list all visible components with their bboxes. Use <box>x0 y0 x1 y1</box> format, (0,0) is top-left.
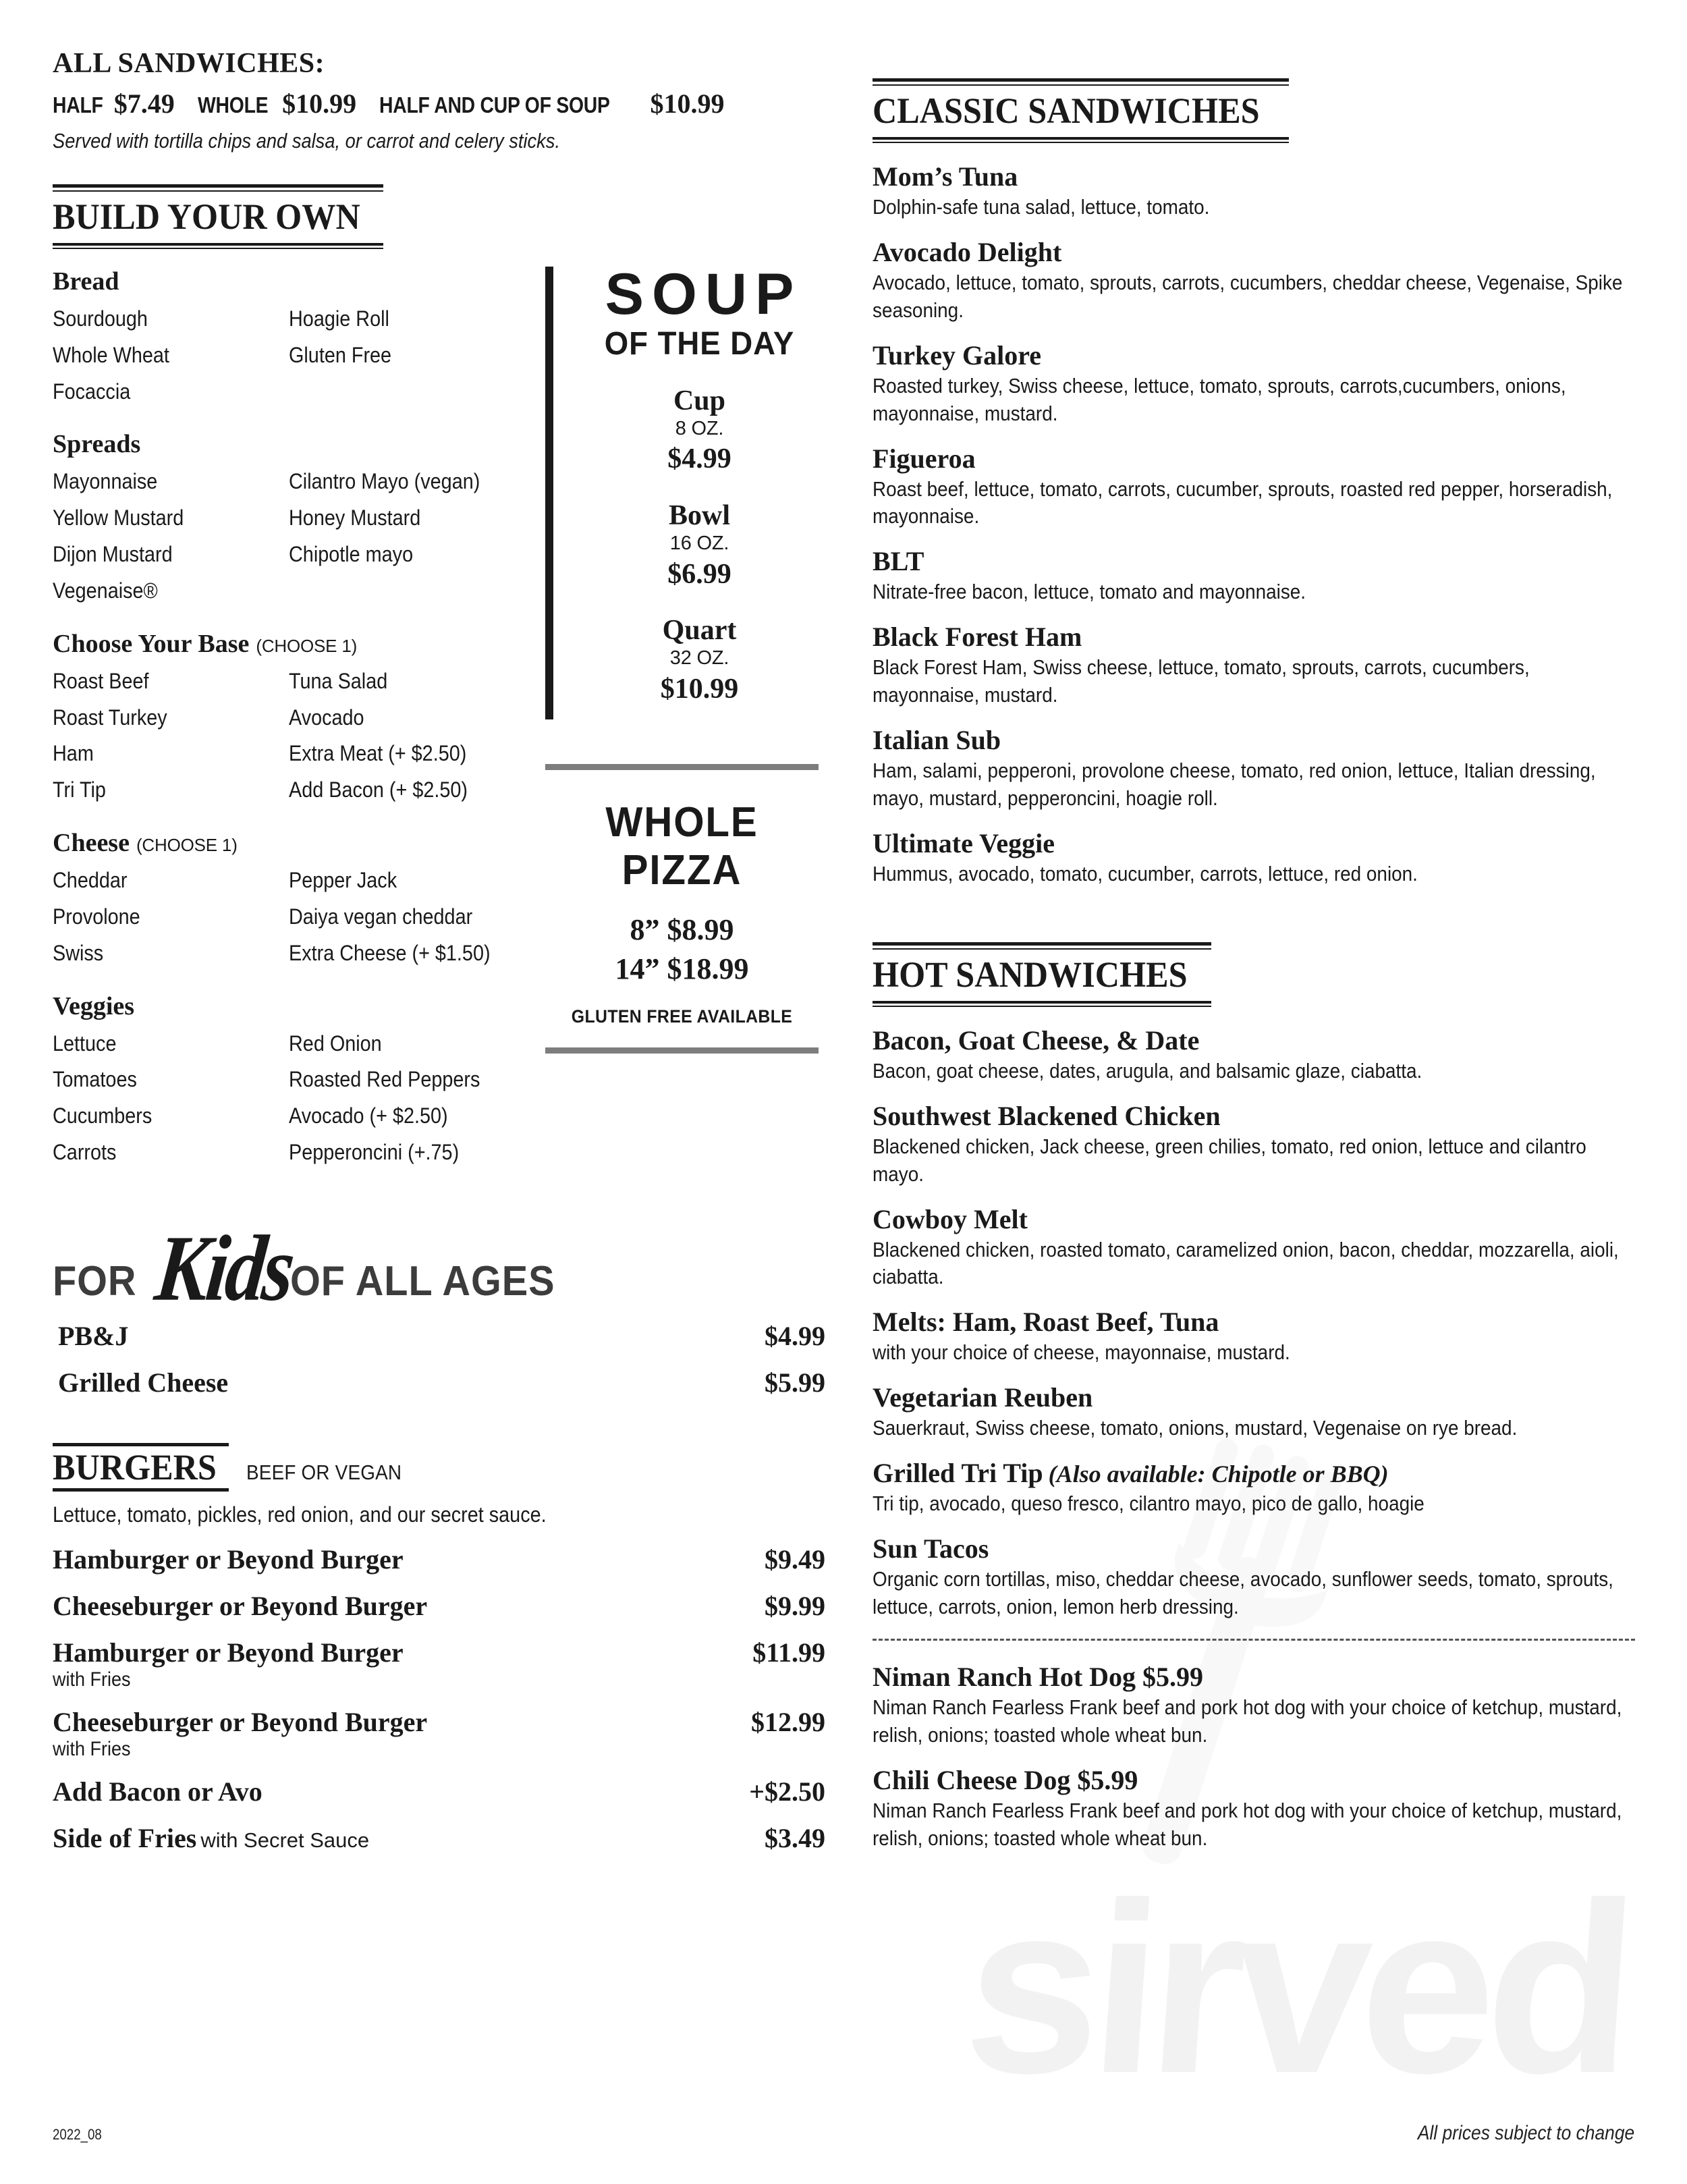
option-group-veggies <box>53 991 525 1170</box>
menu-item-name-note: (Also available: Chipotle or BBQ) <box>1048 1460 1389 1488</box>
menu-item[interactable] <box>873 1203 1635 1292</box>
soup-pizza-column <box>545 262 819 1054</box>
pizza-price-large: 14” $18.99 <box>615 952 749 985</box>
burger-price: $12.99 <box>751 1706 825 1737</box>
menu-item[interactable] <box>873 1533 1635 1621</box>
option-item[interactable]: Focaccia <box>53 379 131 404</box>
whole-pizza-box <box>545 764 819 1054</box>
group-title-veggies: Veggies <box>53 991 135 1020</box>
burgers-tagline: BEEF OR VEGAN <box>246 1460 402 1484</box>
soup-subtitle: OF THE DAY <box>604 325 795 362</box>
menu-item[interactable] <box>873 161 1635 221</box>
menu-item-name: Cowboy Melt <box>873 1203 1028 1234</box>
option-item[interactable]: Whole Wheat <box>53 342 169 367</box>
option-item[interactable]: Cheddar <box>53 868 128 893</box>
page-footer <box>53 2122 1634 2145</box>
whole-price: $10.99 <box>282 88 357 119</box>
soup-size-quart <box>580 615 819 707</box>
menu-item-description: Nitrate-free bacon, lettuce, tomato and mayonnaise. <box>873 580 1306 604</box>
group-title-base: Choose Your Base (CHOOSE 1) <box>53 629 358 658</box>
burgers-description: Lettuce, tomato, pickles, red onion, and our secret sauce. <box>53 1502 547 1527</box>
menu-item-description: Dolphin-safe tuna salad, lettuce, tomato. <box>873 195 1210 219</box>
menu-item[interactable] <box>873 621 1635 709</box>
option-item[interactable]: Red Onion <box>289 1031 382 1056</box>
half-and-soup-price: $10.99 <box>650 88 725 119</box>
option-group-bread <box>53 267 525 409</box>
burger-name-suffix: with Secret Sauce <box>200 1828 370 1852</box>
burger-row[interactable] <box>53 1776 825 1807</box>
soup-size-price: $6.99 <box>667 558 731 590</box>
menu-item-name: Vegetarian Reuben <box>873 1382 1093 1413</box>
burger-name: Hamburger or Beyond Burger <box>53 1544 404 1575</box>
option-item[interactable]: Roasted Red Peppers <box>289 1067 480 1092</box>
sirved-watermark: sirved <box>958 1853 1636 2124</box>
served-with-note: Served with tortilla chips and salsa, or carrot and celery sticks. <box>53 129 561 153</box>
hot-sandwiches-title: HOT SANDWICHES <box>873 954 1188 995</box>
all-sandwiches-title: ALL SANDWICHES: <box>53 48 325 79</box>
option-group-spreads <box>53 429 525 608</box>
option-item[interactable]: Vegenaise® <box>53 578 158 603</box>
group-title-cheese: Cheese (CHOOSE 1) <box>53 829 238 858</box>
option-item[interactable]: Roast Beef <box>53 668 149 693</box>
menu-item[interactable] <box>873 1764 1635 1853</box>
option-item[interactable]: Daiya vegan cheddar <box>289 904 473 929</box>
option-group-cheese <box>53 828 525 971</box>
soup-title: SOUP <box>605 262 802 327</box>
menu-item[interactable] <box>873 545 1635 606</box>
whole-label: WHOLE <box>197 92 269 117</box>
heading-rule-bottom <box>873 1001 1211 1007</box>
option-item[interactable]: Pepperoncini (+.75) <box>289 1140 460 1165</box>
build-your-own-body <box>53 262 825 1191</box>
option-item[interactable]: Avocado <box>289 705 364 730</box>
byo-option-lists <box>53 267 525 1191</box>
option-item[interactable]: Avocado (+ $2.50) <box>289 1103 448 1128</box>
heading-rule-top <box>873 942 1211 950</box>
option-item[interactable]: Tuna Salad <box>289 668 388 693</box>
burger-row[interactable] <box>53 1544 825 1575</box>
menu-item-name: Niman Ranch Hot Dog $5.99 <box>873 1661 1204 1692</box>
burger-price: +$2.50 <box>749 1776 825 1807</box>
soup-size-price: $4.99 <box>667 443 731 475</box>
menu-item-description: Blackened chicken, Jack cheese, green chilies, tomato, red onion, lettuce and cilantro mayo. <box>873 1134 1586 1186</box>
menu-item-name: Black Forest Ham <box>873 622 1082 653</box>
menu-item-name: Ultimate Veggie <box>873 827 1055 858</box>
all-sandwiches-block <box>53 47 825 153</box>
classic-sandwiches-title: CLASSIC SANDWICHES <box>873 90 1260 131</box>
soup-size-volume: 8 OZ. <box>675 417 724 439</box>
choose-note: (CHOOSE 1) <box>136 835 238 856</box>
burger-name: Cheeseburger or Beyond Burger <box>53 1590 428 1621</box>
menu-columns <box>53 47 1634 1867</box>
soup-size-volume: 32 OZ. <box>669 647 729 670</box>
kids-item-price: $5.99 <box>765 1367 825 1398</box>
pizza-price-small: 8” $8.99 <box>630 912 734 946</box>
menu-item[interactable] <box>873 1025 1635 1085</box>
heading-rule-bottom <box>873 137 1289 143</box>
menu-item[interactable] <box>873 443 1635 531</box>
menu-item-name: Italian Sub <box>873 725 1001 756</box>
option-item[interactable]: Gluten Free <box>289 342 392 367</box>
kids-item-name: Grilled Cheese <box>58 1367 229 1398</box>
menu-item-description: Ham, salami, pepperoni, provolone cheese, tomato, red onion, lettuce, Italian dressing, mayo, mustard, pepperoncini, hoagie roll. <box>873 759 1596 810</box>
burger-name: Cheeseburger or Beyond Burger <box>53 1706 428 1737</box>
soup-of-the-day-box <box>545 262 819 719</box>
left-column <box>53 47 825 1854</box>
option-item[interactable]: Lettuce <box>53 1031 117 1056</box>
group-title-spreads: Spreads <box>53 430 141 459</box>
burger-row[interactable] <box>53 1637 825 1668</box>
burger-price: $11.99 <box>752 1637 825 1668</box>
menu-item[interactable] <box>873 339 1635 428</box>
option-group-base <box>53 629 525 808</box>
kids-heading-post: OF ALL AGES <box>290 1257 555 1305</box>
soup-size-volume: 16 OZ. <box>669 533 729 555</box>
menu-item-name: Chili Cheese Dog $5.99 <box>873 1764 1138 1795</box>
option-item[interactable]: Add Bacon (+ $2.50) <box>289 777 468 802</box>
menu-item[interactable] <box>873 724 1635 813</box>
menu-item-name: Sun Tacos <box>873 1533 989 1564</box>
menu-item-name: Turkey Galore <box>873 339 1042 371</box>
menu-item-description: Blackened chicken, roasted tomato, caramelized onion, bacon, cheddar, mozzarella, aioli, ciabatta. <box>873 1237 1619 1289</box>
option-item[interactable]: Honey Mustard <box>289 506 421 530</box>
half-price: $7.49 <box>113 88 175 119</box>
bread-options <box>53 302 525 409</box>
menu-item-description: Niman Ranch Fearless Frank beef and pork hot dog with your choice of ketchup, mustard, relish, onions; toasted whole wheat bun. <box>873 1798 1622 1850</box>
menu-item-description: with your choice of cheese, mayonnaise, mustard. <box>873 1340 1290 1365</box>
option-item[interactable]: Cilantro Mayo (vegan) <box>289 469 480 494</box>
burger-list <box>53 1544 825 1854</box>
menu-item-name: Avocado Delight <box>873 236 1062 267</box>
menu-item[interactable] <box>873 1100 1635 1189</box>
option-item[interactable]: Dijon Mustard <box>53 542 173 567</box>
burger-name: Add Bacon or Avo <box>53 1776 262 1807</box>
menu-item-description: Roast beef, lettuce, tomato, carrots, cucumber, sprouts, roasted red pepper, horseradish, mayonnaise. <box>873 476 1613 528</box>
menu-item[interactable] <box>873 827 1635 888</box>
menu-item-description: Organic corn tortillas, miso, cheddar cheese, avocado, sunflower seeds, tomato, sprouts, lettuce, carrots, onion, lemon herb dressing. <box>873 1567 1613 1618</box>
burger-row[interactable] <box>53 1822 825 1854</box>
burgers-title: BURGERS <box>53 1446 217 1487</box>
burger-name: Side of Fries with Secret Sauce <box>53 1822 370 1853</box>
option-item[interactable]: Pepper Jack <box>289 868 397 893</box>
menu-item-name: Grilled Tri Tip (Also available: Chipotle or BBQ) <box>873 1458 1389 1489</box>
base-options <box>53 664 525 808</box>
menu-item-name: Melts: Ham, Roast Beef, Tuna <box>873 1307 1219 1338</box>
menu-item-description: Tri tip, avocado, queso fresco, cilantro mayo, pico de gallo, hoagie <box>873 1492 1425 1516</box>
menu-item-name: Bacon, Goat Cheese, & Date <box>873 1025 1200 1056</box>
kids-menu-row[interactable] <box>53 1320 825 1352</box>
footer-version-code: 2022_08 <box>53 2126 102 2143</box>
menu-item[interactable] <box>873 236 1635 325</box>
burgers-heading <box>53 1443 825 1492</box>
option-item[interactable]: Yellow Mustard <box>53 506 184 530</box>
for-kids-heading <box>53 1216 825 1321</box>
kids-heading-script: Kids <box>150 1216 298 1321</box>
burger-price: $3.49 <box>765 1822 825 1853</box>
burgers-title-inner <box>53 1446 229 1488</box>
soup-size-cup <box>580 385 819 477</box>
kids-item-price: $4.99 <box>765 1320 825 1351</box>
option-item[interactable]: Chipotle mayo <box>289 542 414 567</box>
kids-item-name: PB&J <box>58 1320 129 1351</box>
section-divider <box>873 1639 1635 1641</box>
group-title-bread: Bread <box>53 267 119 296</box>
option-item[interactable]: Roast Turkey <box>53 705 167 730</box>
option-item[interactable]: Extra Meat (+ $2.50) <box>289 741 467 766</box>
soup-size-name: Bowl <box>668 499 730 531</box>
soup-size-name: Quart <box>662 615 737 647</box>
option-item[interactable]: Swiss <box>53 940 104 965</box>
hot-dogs-list <box>873 1661 1635 1853</box>
soup-size-name: Cup <box>673 385 726 416</box>
menu-item-description: Black Forest Ham, Swiss cheese, lettuce, tomato, sprouts, carrots, cucumbers, mayonnaise, mustard. <box>873 655 1530 707</box>
menu-item-description: Sauerkraut, Swiss cheese, tomato, onions, mustard, Vegenaise on rye bread. <box>873 1416 1518 1440</box>
heading-rule-top <box>873 78 1289 86</box>
burger-name: Hamburger or Beyond Burger <box>53 1637 404 1668</box>
burger-sub-note: with Fries <box>53 1668 131 1691</box>
menu-item-description: Avocado, lettuce, tomato, sprouts, carrots, cucumbers, cheddar cheese, Vegenaise, Spike seasoning. <box>873 270 1623 322</box>
build-your-own-title: BUILD YOUR OWN <box>53 196 360 237</box>
option-item[interactable]: Sourdough <box>53 306 148 331</box>
menu-item[interactable] <box>873 1661 1635 1749</box>
pizza-gluten-free-note: GLUTEN FREE AVAILABLE <box>571 1006 793 1027</box>
pizza-title: WHOLE PIZZA <box>605 798 758 894</box>
classic-sandwiches-list <box>873 161 1635 888</box>
heading-rule-bottom <box>53 243 383 249</box>
option-item[interactable]: Carrots <box>53 1140 117 1165</box>
right-column <box>873 47 1635 1867</box>
option-item[interactable]: Extra Cheese (+ $1.50) <box>289 940 491 965</box>
heading-rule-top <box>53 184 383 192</box>
burger-row[interactable] <box>53 1706 825 1738</box>
option-item[interactable]: Cucumbers <box>53 1103 153 1128</box>
kids-menu-row[interactable] <box>53 1367 825 1398</box>
half-and-soup-label: HALF AND CUP OF SOUP <box>379 92 610 117</box>
menu-item-name: Mom’s Tuna <box>873 161 1018 192</box>
sandwich-price-line <box>53 88 825 119</box>
option-item[interactable]: Ham <box>53 741 94 766</box>
choose-note: (CHOOSE 1) <box>256 635 358 656</box>
veggies-options <box>53 1027 525 1170</box>
footer-price-disclaimer: All prices subject to change <box>1417 2122 1634 2144</box>
burgers-title-box <box>53 1443 229 1492</box>
option-item[interactable]: Tomatoes <box>53 1067 137 1092</box>
burger-price: $9.49 <box>765 1544 825 1575</box>
menu-item-name: BLT <box>873 546 924 577</box>
burger-price: $9.99 <box>765 1590 825 1621</box>
classic-sandwiches-heading <box>873 78 1289 143</box>
spreads-options <box>53 464 525 608</box>
burger-sub-note: with Fries <box>53 1737 131 1760</box>
cheese-options <box>53 863 525 971</box>
option-item[interactable]: Mayonnaise <box>53 469 158 494</box>
build-your-own-heading <box>53 184 383 249</box>
menu-item-name: Figueroa <box>873 443 976 474</box>
menu-item-description: Niman Ranch Fearless Frank beef and pork hot dog with your choice of ketchup, mustard, relish, onions; toasted whole wheat bun. <box>873 1695 1622 1747</box>
hot-sandwiches-heading <box>873 942 1211 1007</box>
menu-item[interactable] <box>873 1382 1635 1442</box>
menu-item-name: Southwest Blackened Chicken <box>873 1100 1221 1131</box>
menu-item[interactable] <box>873 1306 1635 1367</box>
soup-size-price: $10.99 <box>660 674 739 705</box>
option-item[interactable]: Tri Tip <box>53 777 106 802</box>
burger-row[interactable] <box>53 1590 825 1622</box>
half-label: HALF <box>53 92 103 117</box>
menu-item[interactable] <box>873 1457 1635 1518</box>
menu-item-description: Hummus, avocado, tomato, cucumber, carrots, lettuce, red onion. <box>873 861 1418 885</box>
menu-item-description: Roasted turkey, Swiss cheese, lettuce, tomato, sprouts, carrots,cucumbers, onions, mayonnaise, mustard. <box>873 373 1566 425</box>
kids-heading-pre: FOR <box>53 1257 137 1305</box>
menu-item-description: Bacon, goat cheese, dates, arugula, and balsamic glaze, ciabatta. <box>873 1058 1422 1083</box>
option-item[interactable]: Provolone <box>53 904 140 929</box>
soup-size-bowl <box>580 500 819 592</box>
hot-sandwiches-list <box>873 1025 1635 1621</box>
option-item[interactable]: Hoagie Roll <box>289 306 389 331</box>
